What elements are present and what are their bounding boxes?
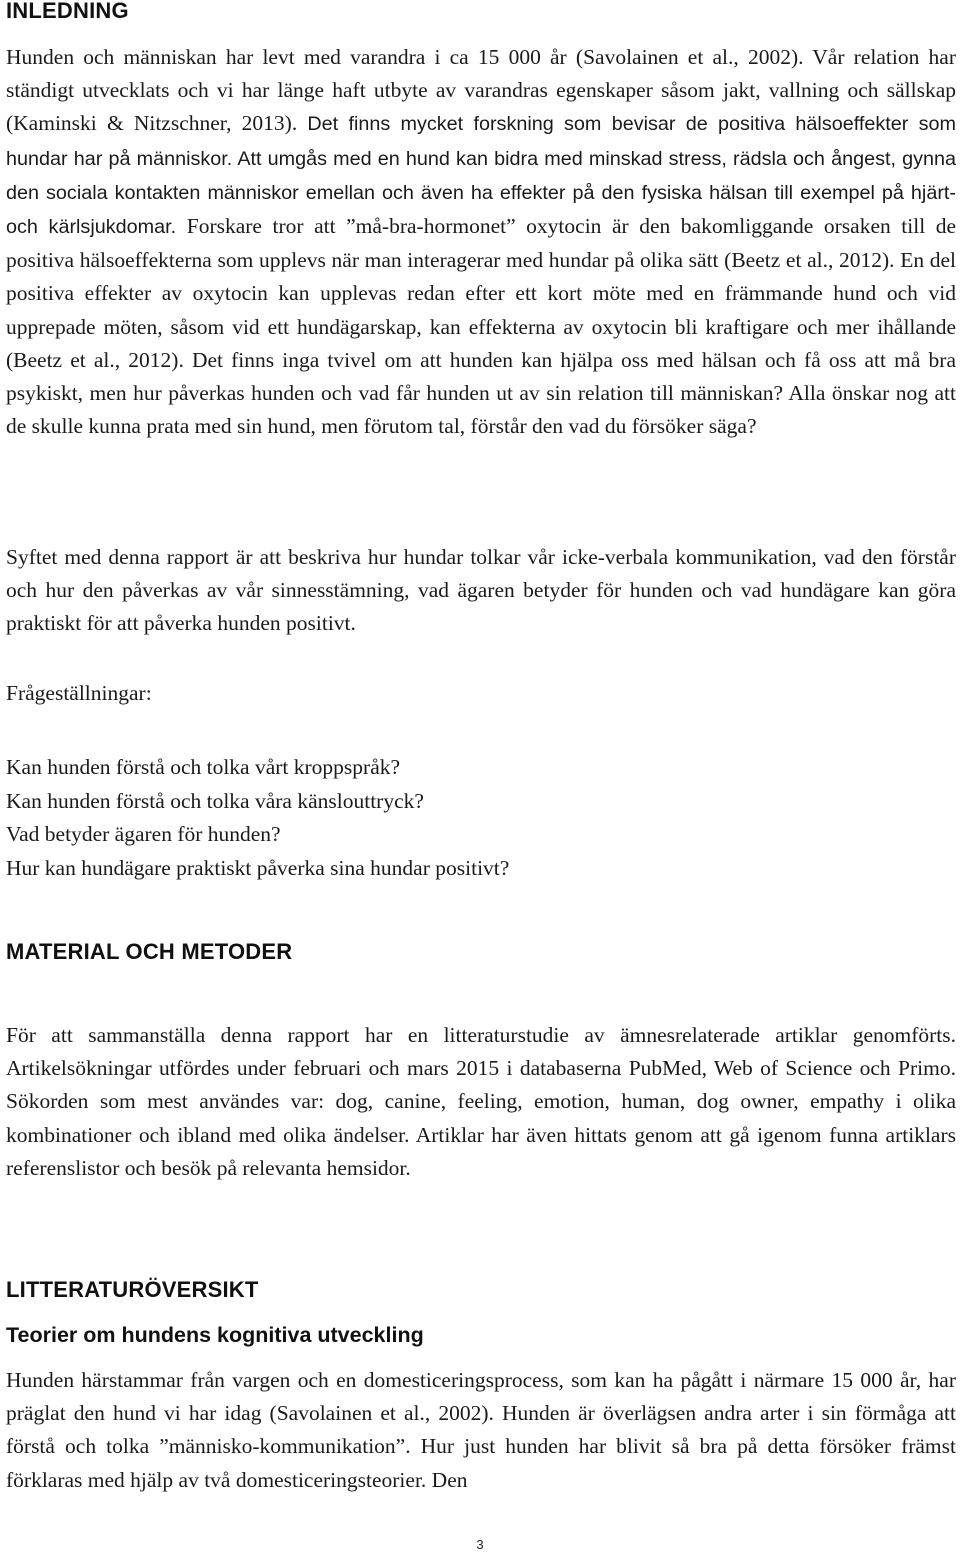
- review-subheading: Teorier om hundens kognitiva utveckling: [6, 1323, 424, 1347]
- intro-paragraph-1-part-d: Forskare tror att ”må-bra-hormonet” oxytocin är den bakomliggande orsaken till de positiva hälsoeffekterna som upplevs när man interagerar med hundar på olika sätt (Beetz et al., 2012). En del positiva effekter av oxytocin kan upplevas redan efter ett kort möte med en främmande hund och vid upprepade möten, såsom vid ett hundägarskap, kan effekterna av oxytocin bli kraftigare och mer ihållande (Beetz et al., 2012). Det finns inga tvivel om att hunden kan hjälpa oss med hälsan och få oss att må bra psykiskt, men hur påverkas hunden och vad får hunden ut av sin relation till människan? Alla önskar nog att de skulle kunna prata med sin hund, men förutom tal, förstår den vad du försöker säga?: [6, 214, 956, 439]
- question-item: Kan hunden förstå och tolka våra känslouttryck?: [6, 788, 424, 813]
- intro-paragraph-1-part-b: Det finns mycket forskning som bevisar de positiva hälsoeffekter som hundar har på människor.: [6, 113, 956, 170]
- question-item: Hur kan hundägare praktiskt påverka sina hundar positivt?: [6, 855, 510, 880]
- intro-heading: INLEDNING: [6, 0, 129, 23]
- intro-paragraph-1-part-c: Att umgås med en hund kan bidra med minskad stress, rädsla och ångest, gynna den sociala kontakten människor emellan och även ha effekter på den fysiska hälsan till exempel på hjärt- och kärlsjukdomar.: [6, 147, 956, 239]
- review-paragraph: Hunden härstammar från vargen och en domesticeringsprocess, som kan ha pågått i närmare 15 000 år, har präglat den hund vi har idag (Savolainen et al., 2002). Hunden är överlägsen andra arter i sin förmåga att förstå och tolka ”människo-kommunikation”. Hur just hunden har blivit så bra på detta försöker främst förklaras med hjälp av två domesticeringsteorier. Den: [6, 1368, 956, 1492]
- intro-paragraph-2: Syftet med denna rapport är att beskriva hur hundar tolkar vår icke-verbala kommunikation, vad den förstår och hur den påverkas av vår sinnesstämning, vad ägaren betyder för hunden och vad hundägare kan göra praktiskt för att påverka hunden positivt.: [6, 545, 956, 636]
- methods-heading: MATERIAL OCH METODER: [6, 939, 293, 964]
- questions-label: Frågeställningar:: [6, 681, 152, 705]
- question-item: Kan hunden förstå och tolka vårt kroppspråk?: [6, 755, 401, 779]
- methods-paragraph: För att sammanställa denna rapport har en litteraturstudie av ämnesrelaterade artiklar genomförts. Artikelsökningar utfördes under februari och mars 2015 i databaserna PubMed, Web of Science och Primo. Sökorden som mest användes var: dog, canine, feeling, emotion, human, dog owner, empathy i olika kombinationer och ibland med olika ändelser. Artiklar har även hittats genom att gå igenom funna artiklars referenslistor och besök på relevanta hemsidor.: [6, 1023, 956, 1180]
- intro-paragraph-1-part-a: Hunden och människan har levt med varandra i ca 15 000 år (Savolainen et al., 2002). Vår relation har ständigt utvecklats och vi har länge haft utbyte av varandras egenskaper såsom jakt, vallning och sällskap (Kaminski & Nitzschner, 2013).: [6, 45, 956, 136]
- questions-list: [6, 751, 956, 885]
- intro-paragraph-1: [6, 41, 956, 443]
- page-number: 3: [476, 1537, 484, 1552]
- question-item: Vad betyder ägaren för hunden?: [6, 822, 281, 846]
- review-heading: LITTERATURÖVERSIKT: [6, 1277, 259, 1302]
